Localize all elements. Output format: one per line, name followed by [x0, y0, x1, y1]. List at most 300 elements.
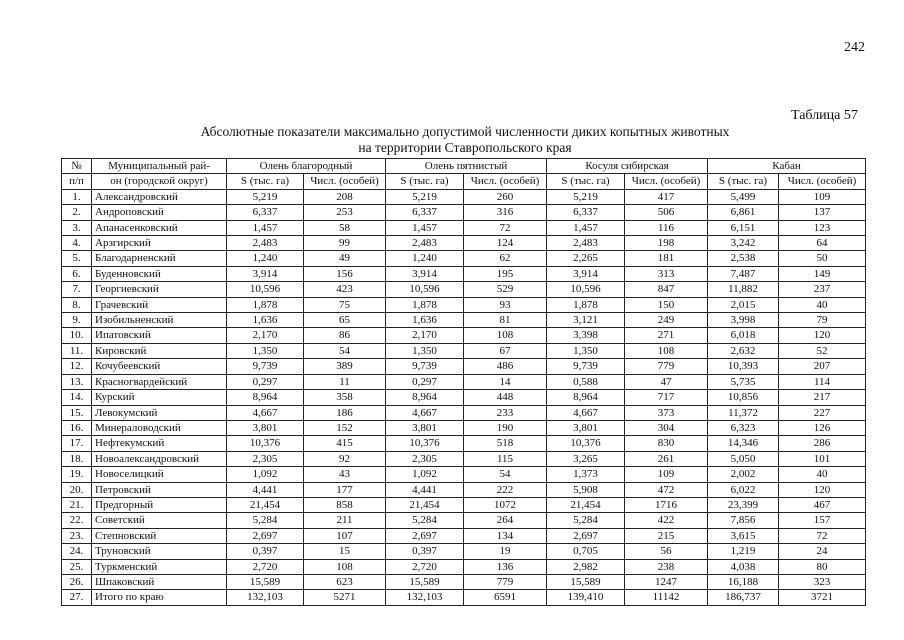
cell-sika-deer-area: 2,170 [386, 328, 464, 343]
cell-roe-deer-area: 10,376 [547, 436, 625, 451]
header-area: S (тыс. га) [227, 174, 304, 189]
table-row [62, 189, 866, 204]
cell-boar-count: 286 [779, 436, 866, 451]
cell-index: 11. [62, 343, 92, 358]
cell-red-deer-count: 11 [304, 374, 386, 389]
cell-sika-deer-count: 62 [464, 251, 547, 266]
cell-boar-area: 5,050 [708, 451, 779, 466]
cell-district: Предгорный [92, 497, 227, 512]
cell-roe-deer-count: 373 [625, 405, 708, 420]
cell-district: Левокумский [92, 405, 227, 420]
cell-sika-deer-area: 2,483 [386, 236, 464, 251]
cell-sika-deer-area: 0,397 [386, 544, 464, 559]
cell-red-deer-area: 2,720 [227, 559, 304, 574]
cell-district: Туркменский [92, 559, 227, 574]
cell-district: Новоселицкий [92, 467, 227, 482]
cell-sika-deer-area: 10,376 [386, 436, 464, 451]
cell-sika-deer-area: 5,284 [386, 513, 464, 528]
cell-roe-deer-area: 5,284 [547, 513, 625, 528]
cell-boar-count: 72 [779, 528, 866, 543]
cell-roe-deer-count: 313 [625, 266, 708, 281]
cell-index: 5. [62, 251, 92, 266]
cell-red-deer-area: 5,219 [227, 189, 304, 204]
cell-roe-deer-count: 271 [625, 328, 708, 343]
cell-sika-deer-area: 4,441 [386, 482, 464, 497]
cell-roe-deer-area: 10,596 [547, 282, 625, 297]
cell-roe-deer-count: 11142 [625, 590, 708, 605]
cell-boar-area: 10,393 [708, 359, 779, 374]
cell-boar-count: 149 [779, 266, 866, 281]
cell-boar-area: 11,882 [708, 282, 779, 297]
cell-red-deer-count: 389 [304, 359, 386, 374]
table-row [62, 513, 866, 528]
cell-red-deer-area: 3,914 [227, 266, 304, 281]
cell-index: 6. [62, 266, 92, 281]
cell-boar-area: 7,487 [708, 266, 779, 281]
table-row [62, 374, 866, 389]
cell-red-deer-count: 623 [304, 574, 386, 589]
header-district-line2: он (городской округ) [92, 174, 227, 189]
cell-red-deer-area: 1,092 [227, 467, 304, 482]
cell-red-deer-count: 211 [304, 513, 386, 528]
cell-sika-deer-area: 1,636 [386, 313, 464, 328]
cell-roe-deer-area: 5,219 [547, 189, 625, 204]
cell-boar-count: 137 [779, 205, 866, 220]
cell-sika-deer-area: 6,337 [386, 205, 464, 220]
cell-boar-count: 207 [779, 359, 866, 374]
table-row [62, 359, 866, 374]
cell-red-deer-area: 1,878 [227, 297, 304, 312]
cell-roe-deer-area: 8,964 [547, 390, 625, 405]
cell-index: 16. [62, 420, 92, 435]
cell-district: Новоалександровский [92, 451, 227, 466]
cell-red-deer-area: 15,589 [227, 574, 304, 589]
cell-boar-count: 52 [779, 343, 866, 358]
cell-red-deer-area: 132,103 [227, 590, 304, 605]
cell-sika-deer-count: 195 [464, 266, 547, 281]
cell-sika-deer-area: 8,964 [386, 390, 464, 405]
cell-red-deer-count: 15 [304, 544, 386, 559]
cell-roe-deer-area: 3,265 [547, 451, 625, 466]
cell-red-deer-count: 99 [304, 236, 386, 251]
cell-boar-area: 7,856 [708, 513, 779, 528]
cell-boar-count: 80 [779, 559, 866, 574]
header-count: Числ. (особей) [464, 174, 547, 189]
cell-roe-deer-count: 847 [625, 282, 708, 297]
table-row [62, 574, 866, 589]
header-row-subcolumns [62, 174, 866, 189]
cell-boar-count: 467 [779, 497, 866, 512]
cell-red-deer-area: 4,441 [227, 482, 304, 497]
cell-index: 26. [62, 574, 92, 589]
cell-district: Минераловодский [92, 420, 227, 435]
table-row [62, 251, 866, 266]
header-num: № [62, 159, 92, 174]
cell-index: 27. [62, 590, 92, 605]
cell-boar-area: 6,151 [708, 220, 779, 235]
cell-red-deer-area: 1,636 [227, 313, 304, 328]
cell-sika-deer-count: 124 [464, 236, 547, 251]
cell-sika-deer-area: 2,305 [386, 451, 464, 466]
cell-sika-deer-count: 93 [464, 297, 547, 312]
cell-sika-deer-count: 108 [464, 328, 547, 343]
cell-boar-count: 40 [779, 297, 866, 312]
cell-red-deer-count: 423 [304, 282, 386, 297]
cell-red-deer-count: 253 [304, 205, 386, 220]
cell-roe-deer-area: 4,667 [547, 405, 625, 420]
cell-sika-deer-area: 4,667 [386, 405, 464, 420]
cell-red-deer-count: 186 [304, 405, 386, 420]
cell-index: 3. [62, 220, 92, 235]
cell-boar-count: 157 [779, 513, 866, 528]
cell-boar-area: 5,499 [708, 189, 779, 204]
cell-boar-area: 2,015 [708, 297, 779, 312]
cell-red-deer-area: 2,170 [227, 328, 304, 343]
cell-boar-count: 114 [779, 374, 866, 389]
cell-district: Курский [92, 390, 227, 405]
cell-roe-deer-count: 506 [625, 205, 708, 220]
table-label: Таблица 57 [791, 108, 858, 123]
cell-red-deer-area: 4,667 [227, 405, 304, 420]
cell-red-deer-area: 1,350 [227, 343, 304, 358]
cell-roe-deer-area: 3,398 [547, 328, 625, 343]
table-row [62, 297, 866, 312]
cell-boar-count: 217 [779, 390, 866, 405]
cell-red-deer-count: 208 [304, 189, 386, 204]
cell-roe-deer-area: 3,801 [547, 420, 625, 435]
cell-sika-deer-count: 54 [464, 467, 547, 482]
table-row [62, 559, 866, 574]
cell-roe-deer-count: 56 [625, 544, 708, 559]
cell-roe-deer-count: 249 [625, 313, 708, 328]
cell-district: Благодарненский [92, 251, 227, 266]
cell-index: 19. [62, 467, 92, 482]
cell-boar-count: 227 [779, 405, 866, 420]
cell-boar-area: 1,219 [708, 544, 779, 559]
cell-sika-deer-count: 1072 [464, 497, 547, 512]
cell-red-deer-count: 75 [304, 297, 386, 312]
cell-roe-deer-area: 1,878 [547, 297, 625, 312]
page-number: 242 [844, 40, 865, 55]
cell-boar-count: 50 [779, 251, 866, 266]
cell-red-deer-count: 65 [304, 313, 386, 328]
cell-red-deer-area: 0,397 [227, 544, 304, 559]
cell-roe-deer-count: 417 [625, 189, 708, 204]
cell-district: Итого по краю [92, 590, 227, 605]
cell-boar-area: 6,861 [708, 205, 779, 220]
cell-red-deer-area: 21,454 [227, 497, 304, 512]
cell-district: Петровский [92, 482, 227, 497]
cell-sika-deer-area: 1,878 [386, 297, 464, 312]
cell-index: 21. [62, 497, 92, 512]
cell-sika-deer-area: 3,914 [386, 266, 464, 281]
table-row [62, 436, 866, 451]
cell-roe-deer-count: 238 [625, 559, 708, 574]
cell-boar-area: 11,372 [708, 405, 779, 420]
cell-roe-deer-area: 1,350 [547, 343, 625, 358]
cell-district: Грачевский [92, 297, 227, 312]
cell-sika-deer-area: 1,092 [386, 467, 464, 482]
cell-boar-count: 126 [779, 420, 866, 435]
cell-sika-deer-area: 9,739 [386, 359, 464, 374]
cell-red-deer-count: 86 [304, 328, 386, 343]
cell-sika-deer-count: 222 [464, 482, 547, 497]
table-row [62, 482, 866, 497]
cell-district: Изобильненский [92, 313, 227, 328]
table-row [62, 544, 866, 559]
cell-district: Георгиевский [92, 282, 227, 297]
cell-red-deer-count: 156 [304, 266, 386, 281]
cell-district: Красногвардейский [92, 374, 227, 389]
cell-boar-area: 2,632 [708, 343, 779, 358]
cell-sika-deer-count: 134 [464, 528, 547, 543]
cell-boar-area: 16,188 [708, 574, 779, 589]
cell-index: 8. [62, 297, 92, 312]
cell-sika-deer-count: 72 [464, 220, 547, 235]
header-count: Числ. (особей) [304, 174, 386, 189]
cell-red-deer-count: 54 [304, 343, 386, 358]
cell-boar-area: 6,018 [708, 328, 779, 343]
cell-index: 22. [62, 513, 92, 528]
cell-district: Апанасенковский [92, 220, 227, 235]
cell-red-deer-area: 8,964 [227, 390, 304, 405]
cell-sika-deer-area: 2,720 [386, 559, 464, 574]
cell-sika-deer-area: 0,297 [386, 374, 464, 389]
table-row [62, 236, 866, 251]
cell-red-deer-count: 107 [304, 528, 386, 543]
cell-boar-area: 5,735 [708, 374, 779, 389]
cell-index: 18. [62, 451, 92, 466]
table-row [62, 451, 866, 466]
cell-roe-deer-count: 1716 [625, 497, 708, 512]
cell-roe-deer-area: 2,483 [547, 236, 625, 251]
cell-district: Советский [92, 513, 227, 528]
cell-district: Степновский [92, 528, 227, 543]
cell-roe-deer-area: 1,457 [547, 220, 625, 235]
cell-roe-deer-count: 116 [625, 220, 708, 235]
cell-roe-deer-count: 830 [625, 436, 708, 451]
cell-roe-deer-area: 2,982 [547, 559, 625, 574]
cell-sika-deer-count: 14 [464, 374, 547, 389]
cell-roe-deer-count: 181 [625, 251, 708, 266]
cell-red-deer-area: 2,483 [227, 236, 304, 251]
cell-red-deer-area: 0,297 [227, 374, 304, 389]
header-group-sika-deer: Олень пятнистый [386, 159, 547, 174]
cell-roe-deer-count: 215 [625, 528, 708, 543]
cell-sika-deer-count: 260 [464, 189, 547, 204]
cell-roe-deer-area: 3,121 [547, 313, 625, 328]
cell-boar-area: 10,856 [708, 390, 779, 405]
cell-sika-deer-count: 136 [464, 559, 547, 574]
header-group-red-deer: Олень благородный [227, 159, 386, 174]
header-count: Числ. (особей) [625, 174, 708, 189]
title-line-1: Абсолютные показатели максимально допустимой численности диких копытных животных [200, 124, 730, 139]
cell-index: 1. [62, 189, 92, 204]
table-header [62, 159, 866, 190]
cell-sika-deer-area: 3,801 [386, 420, 464, 435]
cell-red-deer-count: 5271 [304, 590, 386, 605]
cell-red-deer-count: 49 [304, 251, 386, 266]
cell-index: 25. [62, 559, 92, 574]
cell-boar-area: 3,615 [708, 528, 779, 543]
cell-roe-deer-area: 2,265 [547, 251, 625, 266]
cell-roe-deer-count: 198 [625, 236, 708, 251]
cell-red-deer-area: 3,801 [227, 420, 304, 435]
table-row [62, 343, 866, 358]
cell-district: Труновский [92, 544, 227, 559]
cell-district: Буденновский [92, 266, 227, 281]
cell-red-deer-count: 92 [304, 451, 386, 466]
table-row [62, 220, 866, 235]
header-num-line2: п/п [62, 174, 92, 189]
cell-roe-deer-count: 261 [625, 451, 708, 466]
cell-sika-deer-area: 1,457 [386, 220, 464, 235]
cell-boar-count: 123 [779, 220, 866, 235]
cell-index: 13. [62, 374, 92, 389]
cell-boar-area: 186,737 [708, 590, 779, 605]
cell-boar-area: 14,346 [708, 436, 779, 451]
cell-boar-count: 79 [779, 313, 866, 328]
cell-sika-deer-area: 1,240 [386, 251, 464, 266]
cell-red-deer-area: 2,697 [227, 528, 304, 543]
header-area: S (тыс. га) [708, 174, 779, 189]
table-row [62, 313, 866, 328]
cell-district: Шпаковский [92, 574, 227, 589]
cell-boar-area: 2,538 [708, 251, 779, 266]
cell-index: 14. [62, 390, 92, 405]
cell-red-deer-area: 6,337 [227, 205, 304, 220]
header-count: Числ. (особей) [779, 174, 866, 189]
cell-boar-area: 2,002 [708, 467, 779, 482]
cell-sika-deer-area: 132,103 [386, 590, 464, 605]
cell-red-deer-count: 415 [304, 436, 386, 451]
population-table [61, 158, 866, 606]
header-group-wild-boar: Кабан [708, 159, 866, 174]
cell-sika-deer-count: 316 [464, 205, 547, 220]
cell-roe-deer-count: 47 [625, 374, 708, 389]
cell-roe-deer-count: 717 [625, 390, 708, 405]
header-district: Муниципальный рай- [92, 159, 227, 174]
cell-sika-deer-area: 5,219 [386, 189, 464, 204]
cell-sika-deer-area: 15,589 [386, 574, 464, 589]
cell-roe-deer-count: 150 [625, 297, 708, 312]
table-row [62, 328, 866, 343]
cell-red-deer-count: 58 [304, 220, 386, 235]
cell-roe-deer-area: 3,914 [547, 266, 625, 281]
cell-district: Ипатовский [92, 328, 227, 343]
table-row [62, 205, 866, 220]
cell-boar-count: 3721 [779, 590, 866, 605]
cell-index: 12. [62, 359, 92, 374]
cell-index: 15. [62, 405, 92, 420]
cell-index: 23. [62, 528, 92, 543]
table-row [62, 282, 866, 297]
cell-red-deer-area: 9,739 [227, 359, 304, 374]
header-row-groups [62, 159, 866, 174]
table-row [62, 528, 866, 543]
cell-roe-deer-count: 109 [625, 467, 708, 482]
table-body [62, 189, 866, 605]
cell-sika-deer-count: 6591 [464, 590, 547, 605]
table-row [62, 266, 866, 281]
cell-district: Арзгирский [92, 236, 227, 251]
cell-roe-deer-area: 15,589 [547, 574, 625, 589]
cell-red-deer-count: 152 [304, 420, 386, 435]
cell-boar-count: 120 [779, 328, 866, 343]
header-area: S (тыс. га) [547, 174, 625, 189]
cell-roe-deer-area: 6,337 [547, 205, 625, 220]
cell-red-deer-count: 858 [304, 497, 386, 512]
cell-boar-count: 40 [779, 467, 866, 482]
cell-index: 4. [62, 236, 92, 251]
cell-boar-count: 237 [779, 282, 866, 297]
cell-boar-area: 3,242 [708, 236, 779, 251]
cell-district: Кировский [92, 343, 227, 358]
cell-index: 17. [62, 436, 92, 451]
cell-roe-deer-count: 779 [625, 359, 708, 374]
header-area: S (тыс. га) [386, 174, 464, 189]
cell-sika-deer-count: 529 [464, 282, 547, 297]
cell-sika-deer-area: 10,596 [386, 282, 464, 297]
cell-roe-deer-count: 304 [625, 420, 708, 435]
cell-red-deer-area: 10,376 [227, 436, 304, 451]
cell-sika-deer-count: 67 [464, 343, 547, 358]
cell-boar-area: 6,323 [708, 420, 779, 435]
title-line-2: на территории Ставропольского края [358, 140, 572, 155]
cell-red-deer-area: 1,457 [227, 220, 304, 235]
table-row [62, 497, 866, 512]
cell-boar-count: 64 [779, 236, 866, 251]
cell-sika-deer-count: 779 [464, 574, 547, 589]
table-title [130, 124, 800, 156]
cell-index: 20. [62, 482, 92, 497]
cell-boar-count: 24 [779, 544, 866, 559]
cell-sika-deer-count: 486 [464, 359, 547, 374]
table-row [62, 405, 866, 420]
cell-roe-deer-area: 0,705 [547, 544, 625, 559]
cell-roe-deer-area: 2,697 [547, 528, 625, 543]
cell-red-deer-count: 108 [304, 559, 386, 574]
cell-district: Нефтекумский [92, 436, 227, 451]
table-row [62, 390, 866, 405]
table-row-total [62, 590, 866, 605]
cell-index: 2. [62, 205, 92, 220]
cell-red-deer-count: 43 [304, 467, 386, 482]
cell-roe-deer-count: 472 [625, 482, 708, 497]
cell-sika-deer-area: 1,350 [386, 343, 464, 358]
cell-sika-deer-count: 115 [464, 451, 547, 466]
cell-red-deer-area: 2,305 [227, 451, 304, 466]
cell-index: 24. [62, 544, 92, 559]
cell-red-deer-area: 5,284 [227, 513, 304, 528]
cell-roe-deer-count: 108 [625, 343, 708, 358]
cell-district: Александровский [92, 189, 227, 204]
cell-boar-area: 3,998 [708, 313, 779, 328]
cell-red-deer-area: 1,240 [227, 251, 304, 266]
cell-boar-area: 23,399 [708, 497, 779, 512]
cell-boar-count: 323 [779, 574, 866, 589]
cell-sika-deer-count: 233 [464, 405, 547, 420]
cell-boar-count: 109 [779, 189, 866, 204]
cell-index: 7. [62, 282, 92, 297]
cell-district: Андроповский [92, 205, 227, 220]
cell-red-deer-count: 358 [304, 390, 386, 405]
cell-roe-deer-area: 0,588 [547, 374, 625, 389]
cell-roe-deer-area: 139,410 [547, 590, 625, 605]
cell-sika-deer-count: 448 [464, 390, 547, 405]
cell-sika-deer-count: 81 [464, 313, 547, 328]
cell-district: Кочубеевский [92, 359, 227, 374]
